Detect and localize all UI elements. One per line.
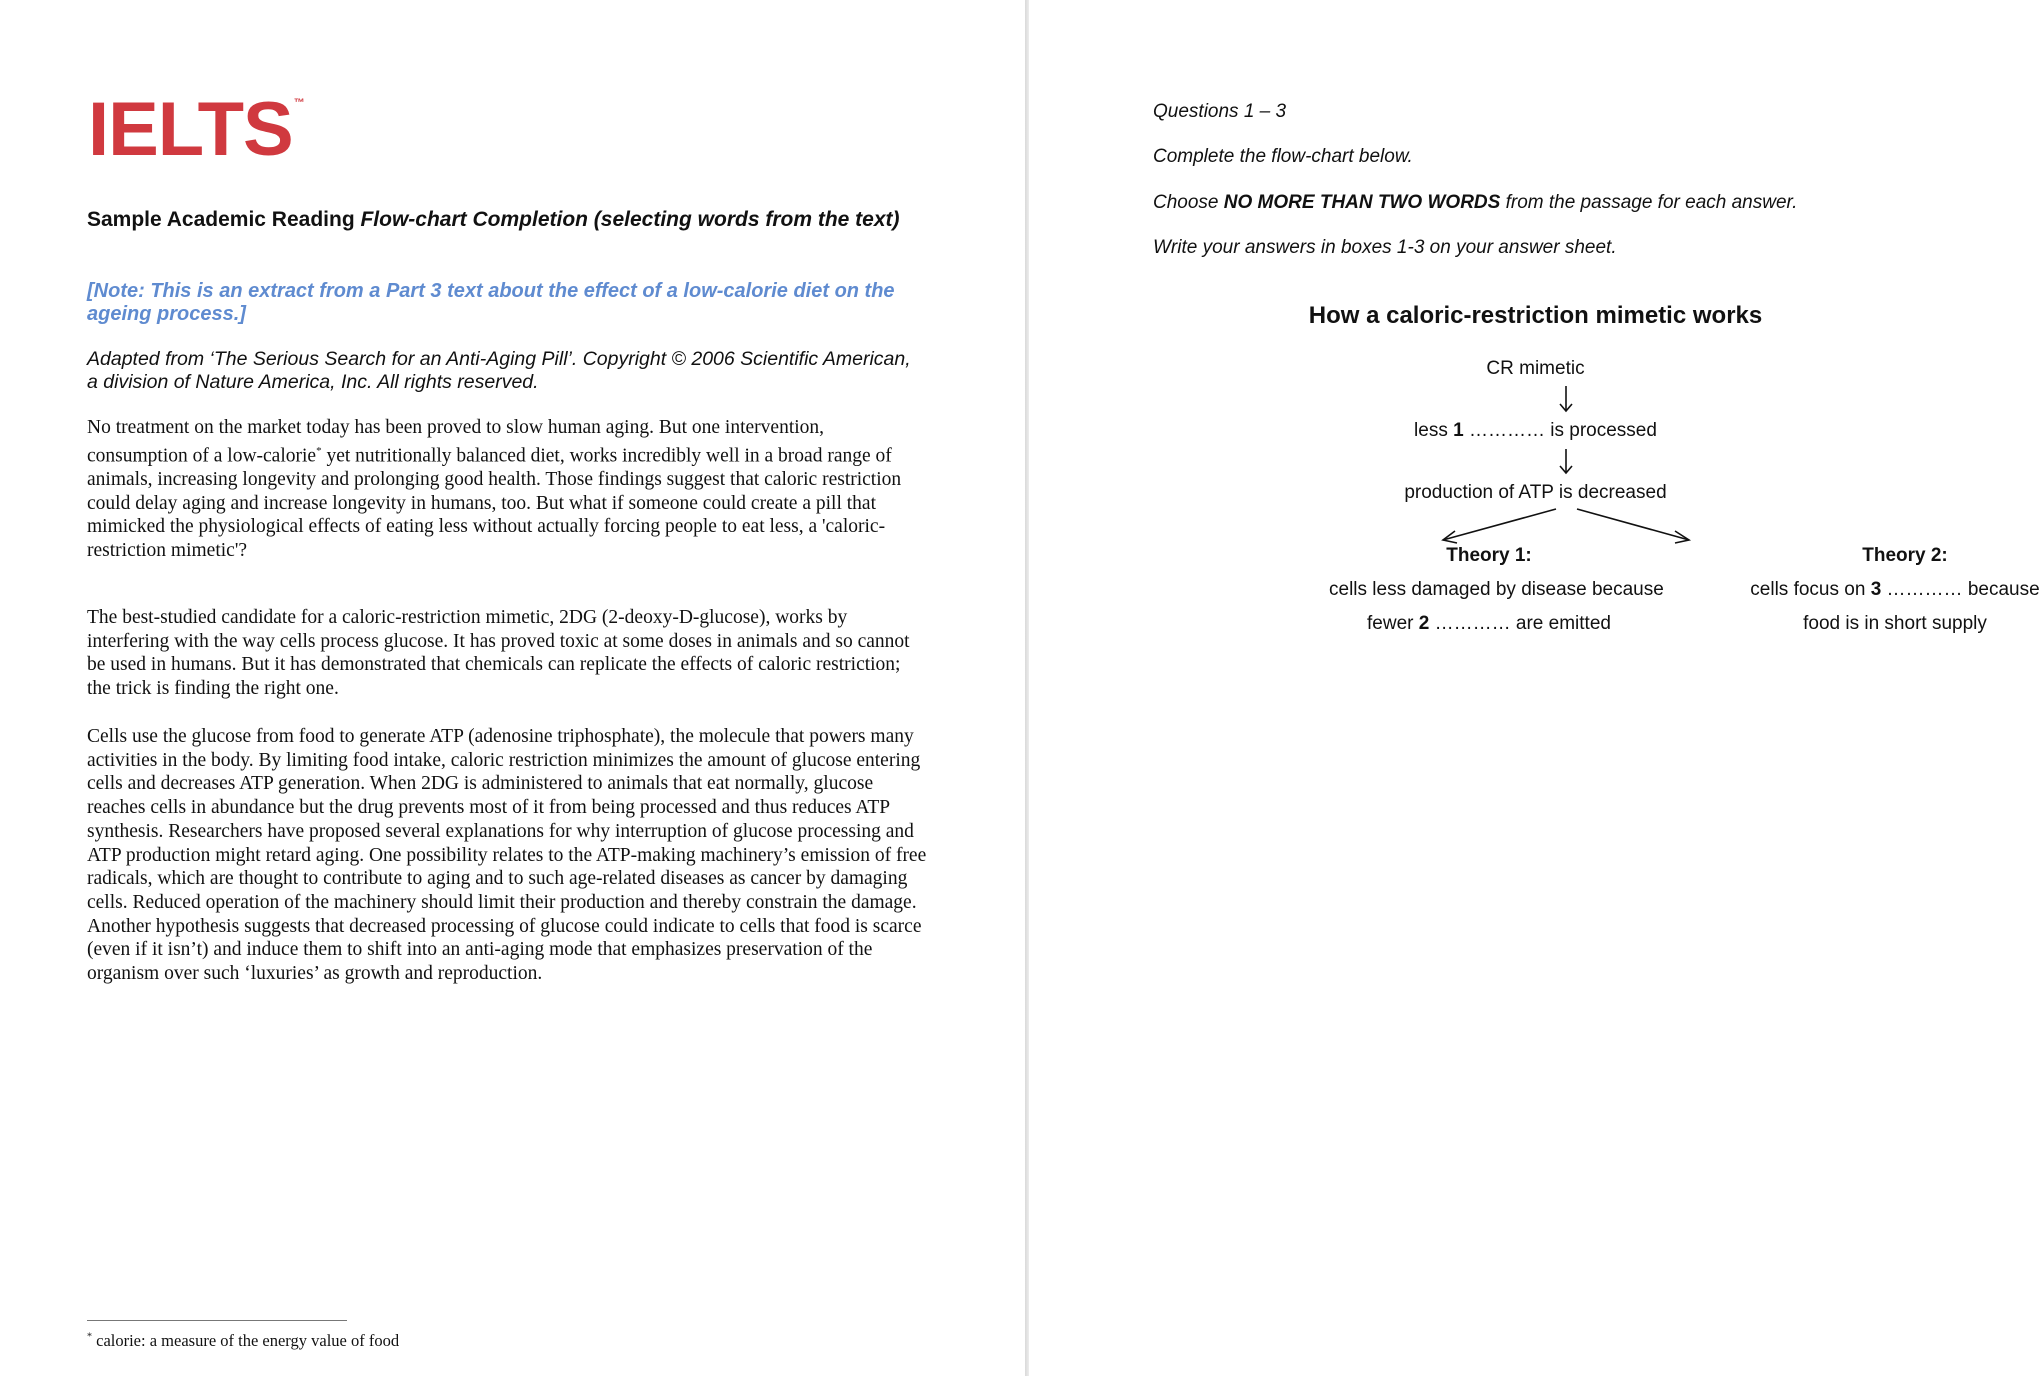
flow-node-cr-mimetic: CR mimetic xyxy=(1486,358,1585,379)
theory-1-heading: Theory 1: xyxy=(1446,545,1532,566)
down-arrow-icon xyxy=(1560,386,1572,411)
ielts-logo: IELTS ™ xyxy=(88,87,305,172)
flow-node-atp: production of ATP is decreased xyxy=(1404,482,1667,503)
instruction-complete: Complete the flow-chart below. xyxy=(1153,146,1413,167)
questions-heading: Questions 1 – 3 xyxy=(1153,101,1287,122)
flow-node-gap-1: less 1 ………… is processed xyxy=(1414,420,1657,441)
document-title: Sample Academic Reading Flow-chart Completion (selecting words from the text) xyxy=(87,208,900,231)
flowchart-title: How a caloric-restriction mimetic works xyxy=(1308,302,1763,329)
passage-paragraph-2: The best-studied candidate for a caloric-restriction mimetic, 2DG (2-deoxy-D-glucose), works by interfering with the way cells process glucose. It has proved toxic at some doses in animals and so cannot be used in humans. But it has demonstrated that chemicals can replicate the effects of caloric restriction; the trick is finding the right one. xyxy=(87,607,910,700)
down-arrow-icon xyxy=(1560,449,1572,473)
theory-1-line-1: cells less damaged by disease because xyxy=(1329,579,1664,600)
theory-1-gap-2: fewer 2 ………… are emitted xyxy=(1367,613,1611,634)
arrow-right-branch-icon xyxy=(1577,509,1689,543)
instruction-answer-sheet: Write your answers in boxes 1-3 on your answer sheet. xyxy=(1153,237,1617,258)
passage-paragraph-1: No treatment on the market today has been proved to slow human aging. But one intervention, consumption of a low-calorie* yet nutritionally balanced diet, works incredibly well in a broad range of animals, increasing longevity and prolonging good health. Those findings suggest that caloric restriction could delay aging and increase longevity in humans, too. But what if someone could create a pill that mimicked the physiological effects of eating less without actually forcing people to eat less, a 'caloric-restriction mimetic'? xyxy=(87,417,902,562)
footnote-divider xyxy=(87,1320,347,1321)
footnote: * calorie: a measure of the energy value of food xyxy=(87,1331,400,1350)
theory-2-heading: Theory 2: xyxy=(1862,545,1948,566)
theory-2-line-2: food is in short supply xyxy=(1803,613,1987,634)
instruction-word-limit: Choose NO MORE THAN TWO WORDS from the passage for each answer. xyxy=(1153,192,1798,213)
context-note: [Note: This is an extract from a Part 3 text about the effect of a low-calorie diet on the ageing process.] xyxy=(87,280,895,325)
arrow-left-branch-icon xyxy=(1443,509,1556,543)
source-citation: Adapted from ‘The Serious Search for an Anti-Aging Pill’. Copyright © 2006 Scientific American, a division of Nature America, Inc. All rights reserved. xyxy=(87,348,911,393)
flowchart-arrows xyxy=(1029,0,2042,600)
passage-paragraph-3: Cells use the glucose from food to generate ATP (adenosine triphosphate), the molecule that powers many activities in the body. By limiting food intake, caloric restriction minimizes the amount of glucose entering cells and decreases ATP generation. When 2DG is administered to animals that eat normally, glucose reaches cells in abundance but the drug prevents most of it from being processed and thus reduces ATP synthesis. Researchers have proposed several explanations for why interruption of glucose processing and ATP production might retard aging. One possibility relates to the ATP-making machinery’s emission of free radicals, which are thought to contribute to aging and to such age-related diseases as cancer by damaging cells. Reduced operation of the machinery should limit their production and thereby constrain the damage. Another hypothesis suggests that decreased processing of glucose could indicate to cells that food is scarce (even if it isn’t) and induce them to shift into an anti-aging mode that emphasizes preservation of the organism over such ‘luxuries’ as growth and reproduction. xyxy=(87,726,927,985)
theory-2-gap-3: cells focus on 3 ………… because xyxy=(1750,579,2040,600)
right-page xyxy=(1029,0,2042,1376)
